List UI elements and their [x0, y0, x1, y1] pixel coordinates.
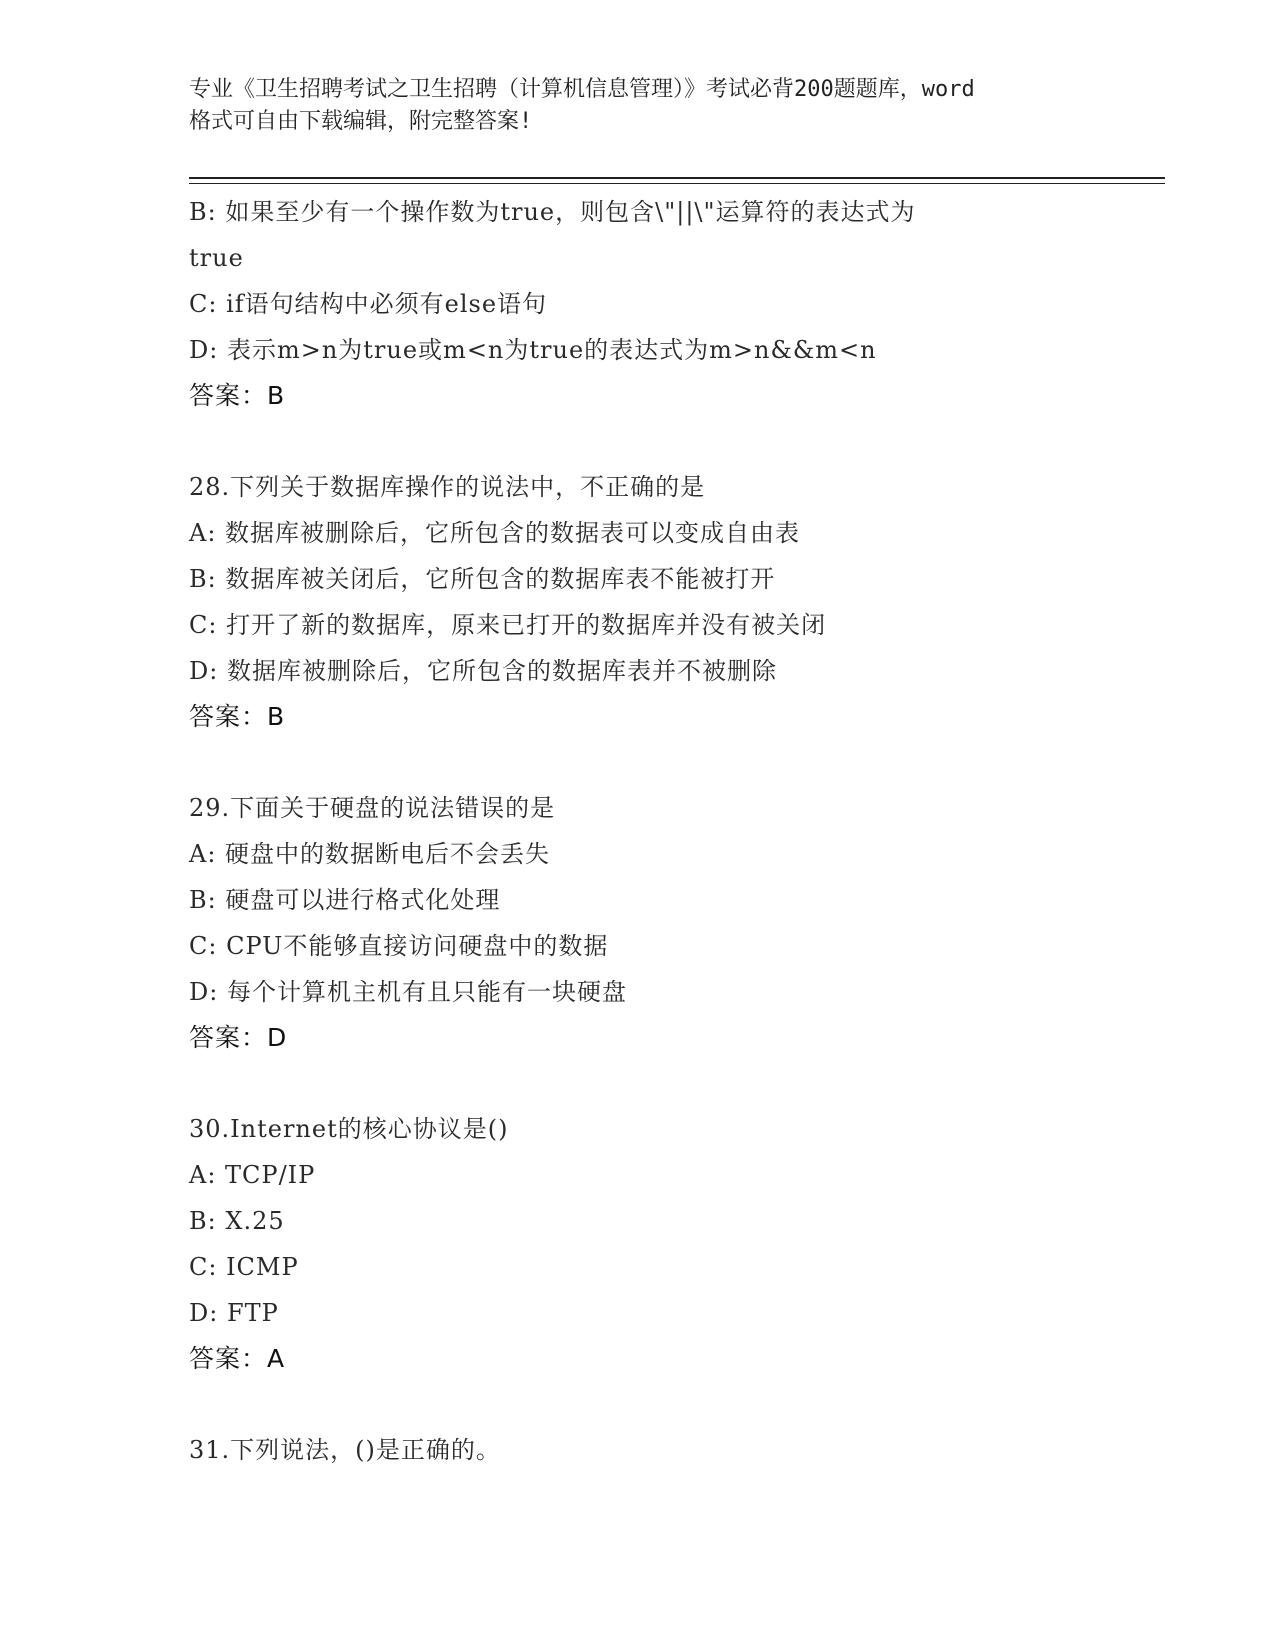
question-text: 30.Internet的核心协议是()	[189, 1115, 509, 1143]
answer: 答案：D	[189, 1023, 288, 1052]
question-29	[189, 785, 1149, 1061]
option-d: D: FTP	[189, 1299, 279, 1327]
spacer	[189, 419, 1149, 464]
question-text: 29.下面关于硬盘的说法错误的是	[189, 794, 556, 822]
answer: 答案：B	[189, 381, 286, 410]
question-list	[189, 189, 1149, 1473]
option-d: D: 每个计算机主机有且只能有一块硬盘	[189, 978, 627, 1006]
header-line-1: 专业《卫生招聘考试之卫生招聘（计算机信息管理）》考试必背200题题库，word	[189, 77, 975, 102]
answer: 答案：B	[189, 702, 286, 731]
option-a: A: 硬盘中的数据断电后不会丢失	[189, 840, 551, 868]
option-b: B: 如果至少有一个操作数为true，则包含\"||\"运算符的表达式为	[189, 198, 916, 226]
option-d: D: 表示m>n为true或m<n为true的表达式为m>n&&m<n	[189, 336, 877, 364]
question-30	[189, 1106, 1149, 1382]
option-c: C: CPU不能够直接访问硬盘中的数据	[189, 932, 609, 960]
option-a: A: TCP/IP	[189, 1161, 316, 1189]
question-text: 31.下列说法，()是正确的。	[189, 1436, 501, 1464]
option-c: C: 打开了新的数据库，原来已打开的数据库并没有被关闭	[189, 611, 827, 639]
header-divider-thin	[189, 183, 1165, 184]
option-b: B: 数据库被关闭后，它所包含的数据库表不能被打开	[189, 565, 776, 593]
option-b: B: 硬盘可以进行格式化处理	[189, 886, 501, 914]
answer: 答案：A	[189, 1344, 286, 1373]
question-text: 28.下列关于数据库操作的说法中，不正确的是	[189, 473, 706, 501]
header-divider-thick	[189, 177, 1165, 179]
header-line-2: 格式可自由下载编辑，附完整答案!	[189, 109, 533, 134]
question-27	[189, 189, 1149, 419]
option-a: A: 数据库被删除后，它所包含的数据表可以变成自由表	[189, 519, 801, 547]
option-d: D: 数据库被删除后，它所包含的数据库表并不被删除	[189, 657, 777, 685]
option-b: B: X.25	[189, 1207, 285, 1235]
spacer	[189, 1061, 1149, 1106]
option-c: C: if语句结构中必须有else语句	[189, 290, 548, 318]
option-b-continued: true	[189, 244, 244, 272]
document-header	[189, 74, 1119, 138]
spacer	[189, 1382, 1149, 1427]
spacer	[189, 740, 1149, 785]
option-c: C: ICMP	[189, 1253, 299, 1281]
question-28	[189, 464, 1149, 740]
question-31	[189, 1427, 1149, 1473]
